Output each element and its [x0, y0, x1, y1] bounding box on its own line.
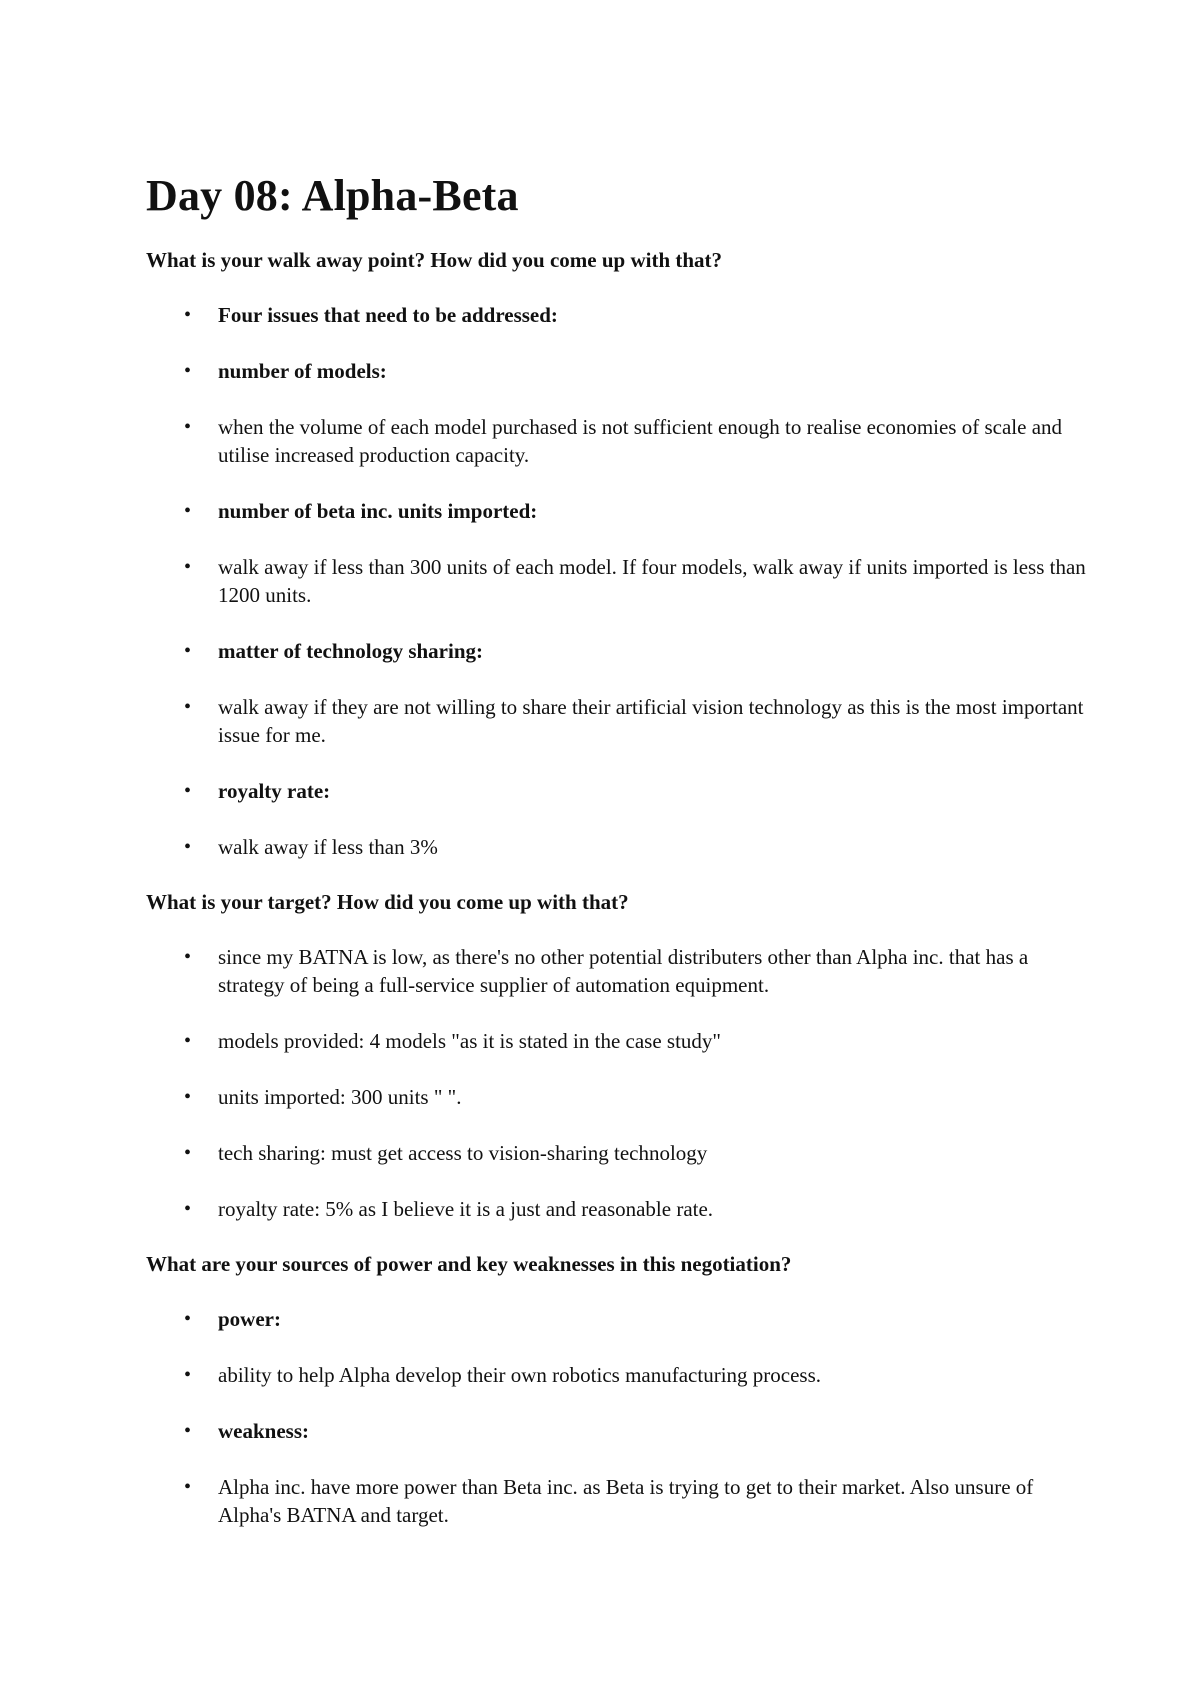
list-item-text: walk away if they are not willing to share their artificial vision technology as this is the most important issue for me. [218, 695, 1084, 747]
bullet-icon: • [184, 780, 192, 802]
list-item [146, 1139, 1086, 1167]
bullet-icon: • [184, 1308, 192, 1330]
bullet-icon: • [184, 696, 192, 718]
list-item-text: ability to help Alpha develop their own robotics manufacturing process. [218, 1363, 822, 1387]
list-item [146, 301, 1086, 329]
bullet-icon: • [184, 1086, 192, 1108]
list-item-text: walk away if less than 3% [218, 835, 438, 859]
bullet-icon: • [184, 1364, 192, 1386]
bullet-icon: • [184, 1420, 192, 1442]
section-question: What is your target? How did you come up with that? [146, 890, 629, 914]
list-item-text: walk away if less than 300 units of each model. If four models, walk away if units imported is less than 1200 units. [218, 555, 1086, 607]
list-item [146, 497, 1086, 525]
list-item [146, 1417, 1086, 1445]
list-item-text: number of models: [218, 359, 387, 383]
list-item [146, 1305, 1086, 1333]
bullet-icon: • [184, 416, 192, 438]
bullet-icon: • [184, 360, 192, 382]
bullet-icon: • [184, 1142, 192, 1164]
list-item-text: since my BATNA is low, as there's no other potential distributers other than Alpha inc. that has a strategy of being a full-service supplier of automation equipment. [218, 945, 1029, 997]
list-item-text: weakness: [218, 1419, 310, 1443]
section-question: What is your walk away point? How did you come up with that? [146, 248, 723, 272]
list-item [146, 693, 1086, 749]
bullet-icon: • [184, 1198, 192, 1220]
section-question: What are your sources of power and key weaknesses in this negotiation? [146, 1252, 792, 1276]
bullet-icon: • [184, 556, 192, 578]
list-item [146, 413, 1086, 469]
list-item-text: royalty rate: [218, 779, 331, 803]
list-item-text: royalty rate: 5% as I believe it is a just and reasonable rate. [218, 1197, 714, 1221]
bullet-list [146, 943, 1086, 1223]
list-item [146, 1195, 1086, 1223]
document-body [146, 246, 1086, 1529]
list-item [146, 553, 1086, 609]
bullet-list [146, 301, 1086, 861]
list-item [146, 637, 1086, 665]
list-item [146, 777, 1086, 805]
bullet-icon: • [184, 946, 192, 968]
list-item-text: tech sharing: must get access to vision-sharing technology [218, 1141, 708, 1165]
list-item [146, 833, 1086, 861]
bullet-list [146, 1305, 1086, 1529]
list-item-text: number of beta inc. units imported: [218, 499, 538, 523]
list-item [146, 1027, 1086, 1055]
page-title: Day 08: Alpha-Beta [146, 171, 519, 220]
list-item [146, 1473, 1086, 1529]
bullet-icon: • [184, 640, 192, 662]
list-item [146, 1361, 1086, 1389]
bullet-icon: • [184, 836, 192, 858]
list-item [146, 357, 1086, 385]
document-page [146, 168, 1086, 1556]
list-item [146, 943, 1086, 999]
bullet-icon: • [184, 1030, 192, 1052]
list-item-text: when the volume of each model purchased is not sufficient enough to realise economies of scale and utilise increased production capacity. [218, 415, 1063, 467]
list-item-text: power: [218, 1307, 281, 1331]
bullet-icon: • [184, 500, 192, 522]
list-item-text: matter of technology sharing: [218, 639, 483, 663]
bullet-icon: • [184, 1476, 192, 1498]
list-item-text: units imported: 300 units " ". [218, 1085, 462, 1109]
list-item-text: models provided: 4 models "as it is stated in the case study" [218, 1029, 721, 1053]
list-item [146, 1083, 1086, 1111]
list-item-text: Four issues that need to be addressed: [218, 303, 558, 327]
bullet-icon: • [184, 304, 192, 326]
list-item-text: Alpha inc. have more power than Beta inc. as Beta is trying to get to their market. Also unsure of Alpha's BATNA and target. [218, 1475, 1034, 1527]
